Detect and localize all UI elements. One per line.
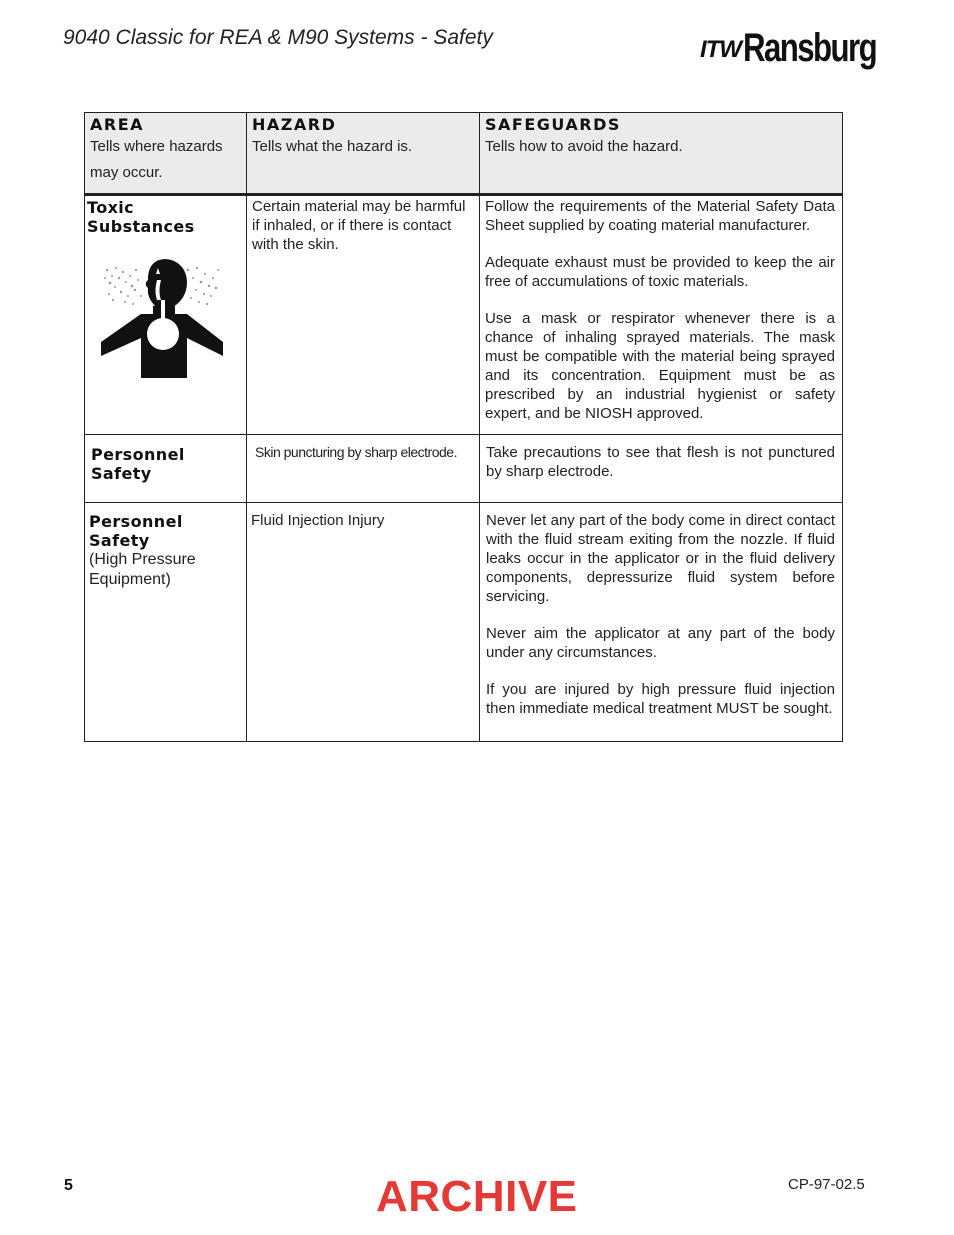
hazard-text: Skin puncturing by sharp electrode. <box>255 444 457 460</box>
area-name: Personnel Safety <box>91 445 185 483</box>
safeguard-paragraph: Use a mask or respirator whenever there is a chance of inhaling sprayed materials. The mask must be compatible with the material being sprayed and its concentration. Equipment must be as prescribed by an industrial hygienist or safety expert, and be NIOSH approved. <box>485 310 835 422</box>
page-number: 5 <box>64 1177 73 1194</box>
table-row <box>85 195 843 435</box>
safeguards-cell <box>480 435 843 503</box>
safeguards-header-description <box>480 134 842 160</box>
document-title: 9040 Classic for REA & M90 Systems - Safety <box>63 26 493 49</box>
safeguard-paragraph: Adequate exhaust must be provided to keep the air free of accumulations of toxic materials. <box>485 254 835 290</box>
safeguards-header-title: SAFEGUARDS <box>485 115 621 134</box>
safeguards-header-desc-line: Tells how to avoid the hazard. <box>485 138 683 155</box>
area-header-description <box>85 134 246 186</box>
area-subtitle: (High Pressure Equipment) <box>89 551 196 588</box>
area-header-desc-line: may occur. <box>90 164 163 181</box>
hazard-cell <box>247 435 480 503</box>
hazard-cell <box>247 503 480 742</box>
itw-ransburg-logo <box>700 16 914 68</box>
safeguards-column-header <box>480 113 843 195</box>
safeguard-paragraph: Take precautions to see that flesh is not punctured by sharp electrode. <box>486 444 835 480</box>
hazard-text: Certain material may be harmful if inhaled, or if there is contact with the skin. <box>252 198 466 253</box>
archive-stamp: ARCHIVE <box>376 1172 578 1221</box>
safeguard-paragraph: Never aim the applicator at any part of the body under any circumstances. <box>486 625 835 661</box>
hazard-column-header <box>247 113 480 195</box>
safeguard-paragraph: If you are injured by high pressure fluid injection then immediate medical treatment MUST be sought. <box>486 681 835 717</box>
area-cell <box>85 503 247 742</box>
logo-brand: Ransburg <box>742 26 877 70</box>
hazard-text: Fluid Injection Injury <box>251 512 385 529</box>
area-header-title: AREA <box>90 115 145 134</box>
toxic-inhalation-icon <box>101 256 223 378</box>
safeguards-cell <box>480 503 843 742</box>
safeguard-paragraph: Never let any part of the body come in direct contact with the fluid stream exiting from the nozzle. If fluid leaks occur in the applicator or in the fluid delivery components, depressurize fluid system before servicing. <box>486 512 835 605</box>
hazard-header-desc-line: Tells what the hazard is. <box>252 138 413 155</box>
logo-prefix: ITW <box>700 36 741 63</box>
table-header-row <box>85 113 843 195</box>
area-header-desc-line: Tells where hazards <box>90 138 223 155</box>
hazard-header-description <box>247 134 479 160</box>
safeguard-paragraph: Follow the requirements of the Material Safety Data Sheet supplied by coating material manufacturer. <box>485 198 835 234</box>
area-cell <box>85 435 247 503</box>
hazard-header-title: HAZARD <box>252 115 337 134</box>
area-name: Toxic Substances <box>87 198 195 236</box>
hazard-cell <box>247 195 480 435</box>
safeguards-cell <box>480 195 843 435</box>
area-cell <box>85 195 247 435</box>
document-code: CP-97-02.5 <box>788 1176 865 1193</box>
area-column-header <box>85 113 247 195</box>
table-row <box>85 435 843 503</box>
table-row <box>85 503 843 742</box>
safety-table <box>84 112 843 742</box>
area-name: Personnel Safety <box>89 512 183 550</box>
